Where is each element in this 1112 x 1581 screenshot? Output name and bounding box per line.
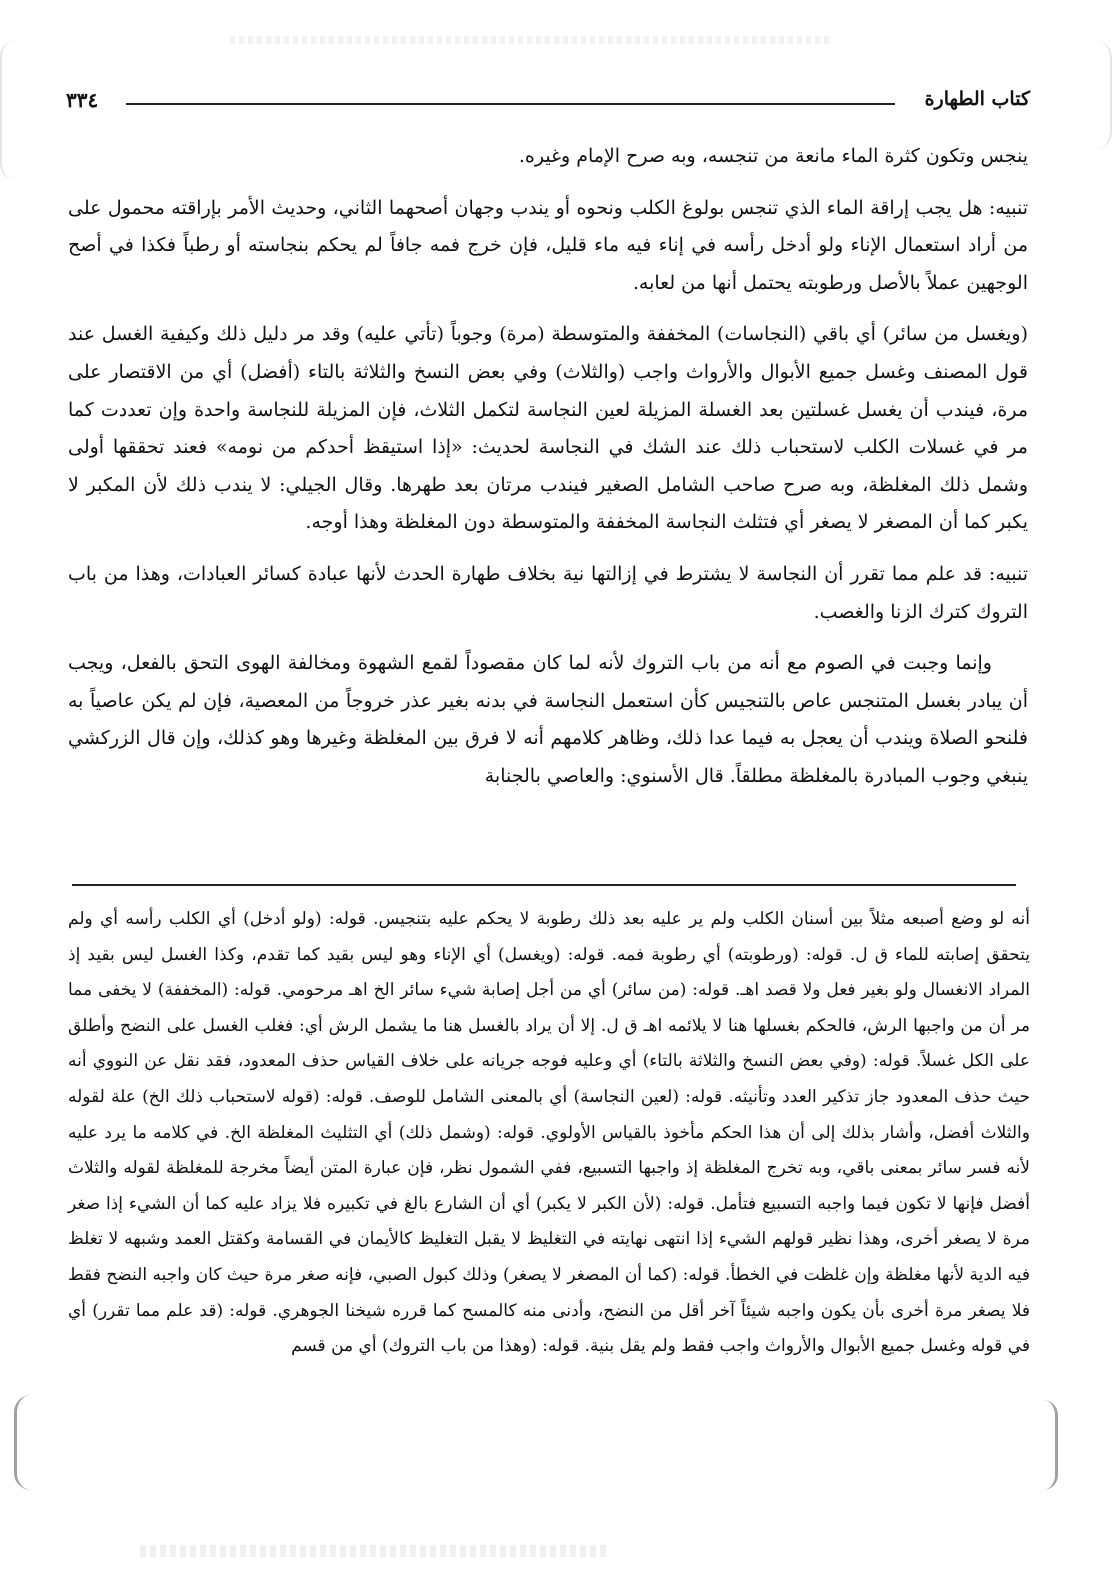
book-title: كتاب الطهارة [924,88,1030,110]
scan-bracket-left [14,1395,31,1490]
paragraph-4: تنبيه: قد علم مما تقرر أن النجاسة لا يشترط في إزالتها نية بخلاف طهارة الحدث لأنها عبادة كسائر العبادات، وهذا من باب التروك كترك الزنا والغصب. [68,562,1028,623]
paragraph-3: (ويغسل من سائر) أي باقي (النجاسات) المخففة والمتوسطة (مرة) وجوباً (تأتي عليه) وقد مر دليل ذلك وكيفية الغسل عند قول المصنف وغسل جميع الأبوال والأرواث واجب (والثلاث) وفي بعض النسخ والثلاثة بالتاء (أفضل) أي من الاقتصار على مرة، فيندب أن يغسل غسلتين بعد الغسلة المزيلة لعين النجاسة لتكمل الثلاث، فإن المزيلة للنجاسة واحدة وإن تعددت كما مر في غسلات الكلب لاستحباب ذلك عند الشك في النجاسة لحديث: «إذا استيقظ أحدكم من نومه» فعند تحققها أولى وشمل ذلك المغلظة، وبه صرح صاحب الشامل الصغير فيندب مرتان بعد طهرها. وقال الجيلي: لا يندب ذلك لأن المكبر لا يكبر كما أن المصغر لا يصغر أي فتثلث النجاسة المخففة والمتوسطة دون المغلظة وهذا أوجه. [68,323,1028,534]
running-header [66,88,1030,122]
page-edge-shadow-left [0,40,16,180]
paragraph-1: ينجس وتكون كثرة الماء مانعة من تنجسه، وبه صرح الإمام وغيره. [518,145,1028,167]
scan-noise-top [230,36,830,44]
footnotes [68,902,1030,1365]
header-rule [126,103,895,105]
page-number: ٣٣٤ [66,88,99,112]
footnote-text: أنه لو وضع أصبعه مثلاً بين أسنان الكلب ولم ير عليه بعد ذلك رطوبة لا يحكم عليه بتنجيس. قوله: (ولو أدخل) أي الكلب رأسه أي ولم يتحقق إصابته للماء ق ل. قوله: (ورطوبته) أي رطوبة فمه. قوله: (ويغسل) أي الإناء وهو ليس بقيد كما تقدم، وكذا الغسل ليس بقيد إذ المراد الانغسال ولو بغير فعل ولا قصد اهـ. قوله: (من سائر) أي من أجل إصابة شيء سائر الخ اهـ مرحومي. قوله: (المخففة) لا يخفى مما مر أن من واجبها الرش، فالحكم بغسلها هنا لا يلائمه اهـ ق ل. إلا أن يراد بالغسل هنا ما يشمل الرش أي: فغلب الغسل على النضح وأطلق على الكل غسلاً. قوله: (وفي بعض النسخ والثلاثة بالتاء) أي وعليه فوجه جريانه على خلاف القياس حذف المعدود، فقد نقل عن النووي أنه حيث حذف المعدود جاز تذكير العدد وتأنيثه. قوله: (لعين النجاسة) أي بالمعنى الشامل للوصف. قوله: (قوله لاستحباب ذلك الخ) علة لقوله والثلاث أفضل، وأشار بذلك إلى أن هذا الحكم مأخوذ بالقياس الأولوي. قوله: (وشمل ذلك) أي التثليث المغلظة الخ. في كلامه ما يرد عليه لأنه فسر سائر بمعنى باقي، وبه تخرج المغلظة إذ واجبها التسبيع، ففي الشمول نظر، فإن عبارة المتن أيضاً مخرجة للمغلظة لقوله والثلاث أفضل فإنها لا تكون فيما واجبه التسبيع فتأمل. قوله: (لأن الكبر لا يكبر) أي أن الشارع بالغ في تكبيره فلا يزاد عليه كما أن الشيء إذا صغر مرة لا يصغر أخرى، وهذا نظير قولهم الشيء إذا انتهى نهايته في التغليظ لا يقبل التغليظ كالأيمان في القسامة وكقتل العمد وشبهه لا تغلظ فيه الدية لأنها مغلظة وإن غلظت في الخطأ. قوله: (كما أن المصغر لا يصغر) وذلك كبول الصبي، فإنه صغر مرة حيث كان واجبه النضح فقط فلا يصغر مرة أخرى بأن يكون واجبه شيئاً آخر أقل من النضح، وأدنى منه كالمسح كما قرره شيخنا الجوهري. قوله: (قد علم مما تقرر) أي في قوله وغسل جميع الأبوال والأرواث واجب فقط ولم يقل بنية. قوله: (وهذا من باب التروك) أي من قسم [68,909,1031,1357]
page-edge-shadow-right [1094,40,1112,150]
paragraph-2: تنبيه: هل يجب إراقة الماء الذي تنجس بولوغ الكلب ونحوه أو يندب وجهان أصحهما الثاني، وحديث الأمر بإراقته محمول على من أراد استعمال الإناء ولو أدخل رأسه في إناء فيه ماء قليل، فإن خرج فمه جافاً لم يحكم بنجاسته أو رطباً فكذا في أصح الوجهين عملاً بالأصل ورطوبته يحتمل أنها من لعابه. [68,196,1028,294]
scan-noise-bottom [140,1545,610,1557]
main-text [68,138,1028,796]
footnote-divider [72,884,1016,886]
paragraph-5: وإنما وجبت في الصوم مع أنه من باب التروك لأنه لما كان مقصوداً لقمع الشهوة ومخالفة الهوى التحق بالفعل، ويجب أن يبادر بغسل المتنجس عاص بالتنجيس كأن استعمل النجاسة في بدنه بغير عذر خروجاً من المعصية، فإن لم يكن عاصياً به فلنحو الصلاة ويندب أن يعجل به فيما عدا ذلك، وظاهر كلامهم أنه لا فرق بين المغلظة وغيرها وهو كذلك، وإن قال الزركشي ينبغي وجوب المبادرة بالمغلظة مطلقاً. قال الأسنوي: والعاصي بالجنابة [68,652,1028,787]
scan-bracket-right [1043,1400,1058,1490]
